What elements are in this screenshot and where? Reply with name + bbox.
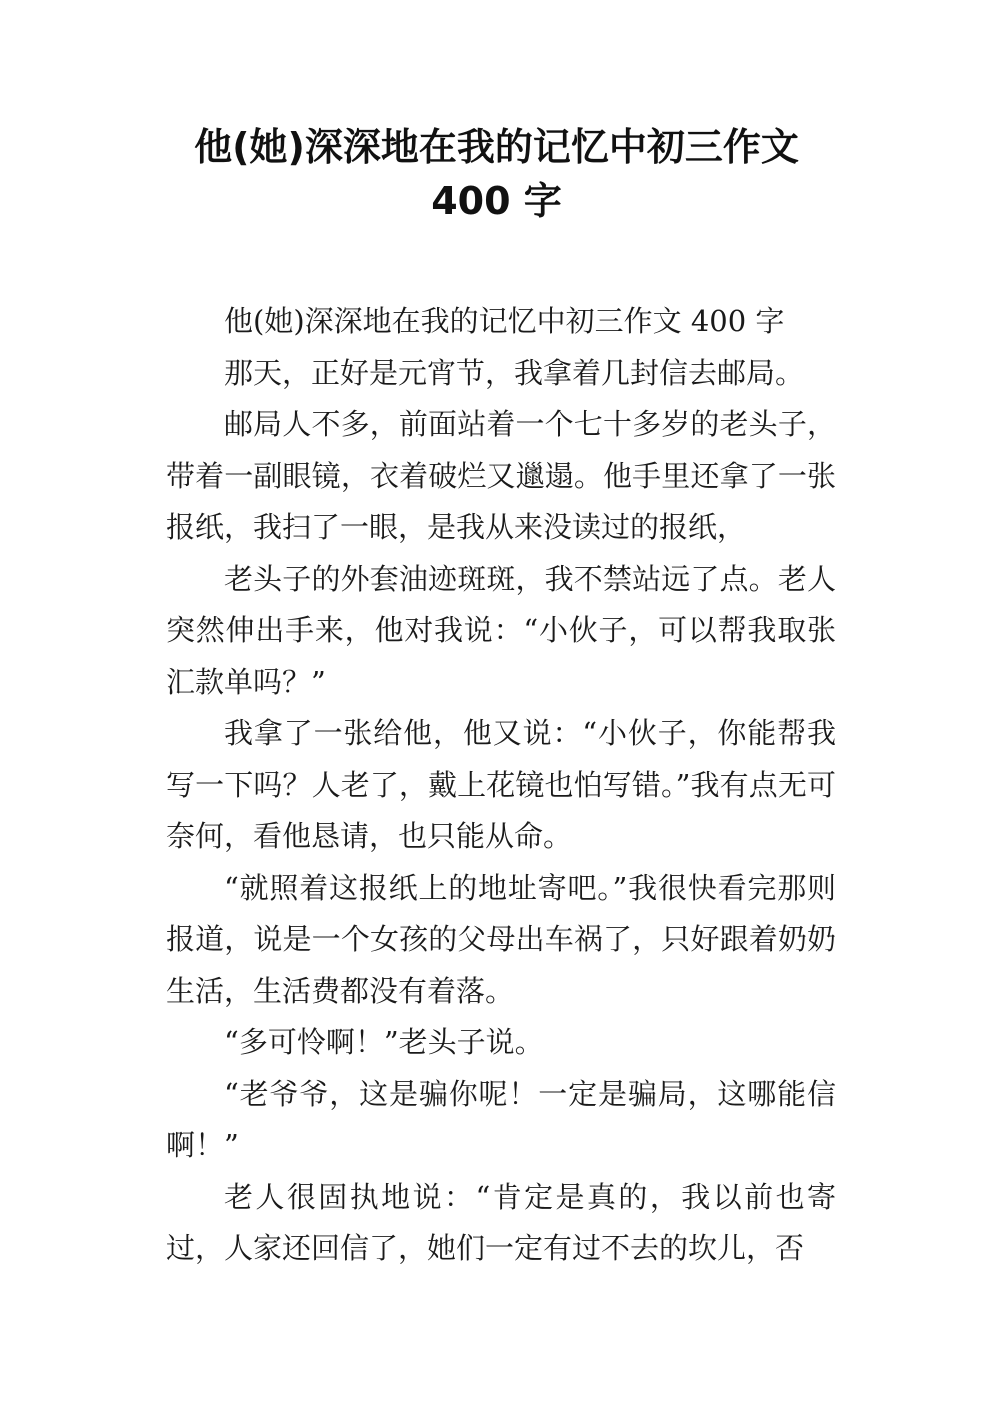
paragraph: “老爷爷，这是骗你呢！一定是骗局，这哪能信啊！” (166, 1076, 836, 1162)
document-title-line-2: 400 字 (431, 179, 562, 223)
paragraph: 老头子的外套油迹斑斑，我不禁站远了点。老人突然伸出手来，他对我说：“小伙子，可以帮我取张汇款单吗？” (166, 561, 836, 699)
paragraph: 邮局人不多，前面站着一个七十多岁的老头子，带着一副眼镜，衣着破烂又邋遢。他手里还拿了一张报纸，我扫了一眼，是我从来没读过的报纸， (166, 407, 836, 544)
paragraph: “就照着这报纸上的地址寄吧。”我很快看完那则报道，说是一个女孩的父母出车祸了，只好跟着奶奶生活，生活费都没有着落。 (166, 870, 836, 1008)
paragraph: 老人很固执地说：“肯定是真的，我以前也寄过，人家还回信了，她们一定有过不去的坎儿，否 (166, 1179, 836, 1265)
document-title-line-1: 他(她)深深地在我的记忆中初三作文 (194, 125, 799, 169)
document-body (166, 296, 836, 1275)
paragraph: 他(她)深深地在我的记忆中初三作文 400 字 (224, 304, 785, 338)
paragraph: 那天，正好是元宵节，我拿着几封信去邮局。 (224, 355, 805, 390)
paragraph: 我拿了一张给他，他又说：“小伙子，你能帮我写一下吗？人老了，戴上花镜也怕写错。”我有点无可奈何，看他恳请，也只能从命。 (166, 716, 836, 853)
paragraph: “多可怜啊！”老头子说。 (224, 1025, 544, 1059)
